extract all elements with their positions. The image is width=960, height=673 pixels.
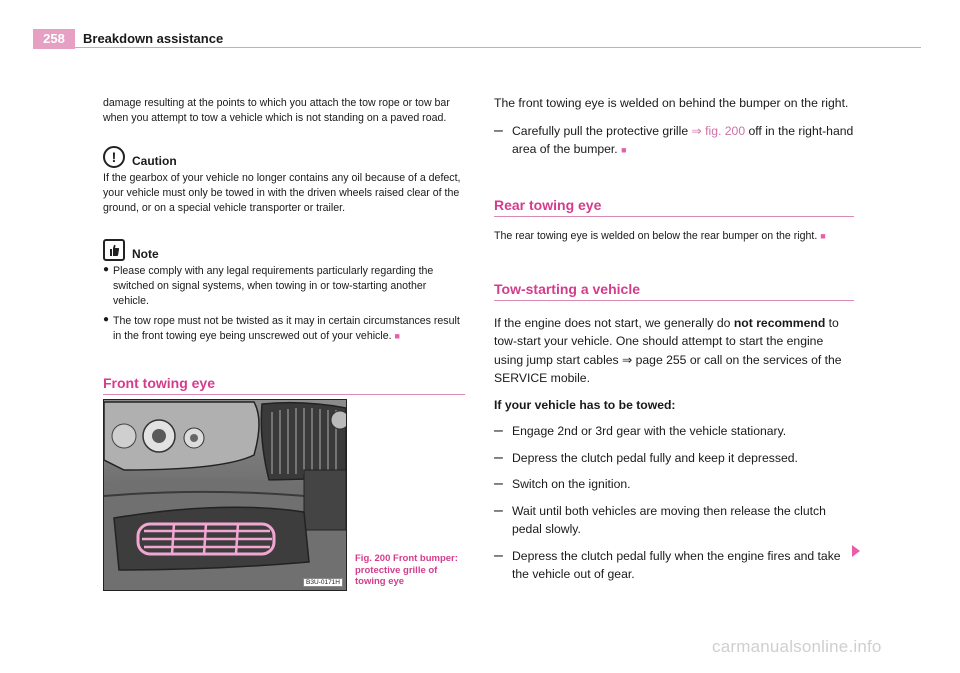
intro-text: damage resulting at the points to which you attach the tow rope or tow bar when you attempt to tow a vehicle which is not standing on a paved road. bbox=[103, 97, 450, 124]
end-mark-icon: ■ bbox=[394, 331, 400, 341]
end-mark-icon: ■ bbox=[820, 230, 826, 241]
tow-step: – Switch on the ignition. bbox=[494, 475, 631, 492]
front-towing-eye-heading: Front towing eye bbox=[103, 375, 465, 395]
page-number: 258 bbox=[33, 29, 75, 49]
note-header bbox=[103, 239, 465, 261]
tow-intro-emphasis: not recommend bbox=[733, 315, 826, 330]
tow-step-text: Switch on the ignition. bbox=[512, 477, 631, 491]
tow-intro-text-end: to tow-start your vehicle. One should attempt to start the engine using jump start cables ⇒ page 255 or call on the services of the SERVICE mobile. bbox=[494, 315, 842, 385]
figure-front-bumper bbox=[103, 399, 347, 591]
note-bullet-text: Please comply with any legal requirements particularly regarding the switched on signal systems, when towing in or tow-starting another vehicle. bbox=[113, 265, 434, 307]
tow-step: – Depress the clutch pedal fully when the engine fires and take the vehicle out of gear. bbox=[494, 547, 854, 584]
tow-step-text: Depress the clutch pedal fully and keep it depressed. bbox=[512, 450, 798, 465]
tow-step-text: Wait until both vehicles are moving then release the clutch pedal slowly. bbox=[512, 503, 826, 536]
rear-towing-eye-heading: Rear towing eye bbox=[494, 197, 854, 217]
figure-code: B3U-0171H bbox=[303, 578, 343, 587]
rear-towing-text: The rear towing eye is welded on below the rear bumper on the right. bbox=[494, 229, 818, 242]
header-rule bbox=[75, 47, 921, 48]
note-bullet-text: The tow rope must not be twisted as it may in certain circumstances result in the front towing eye being unscrewed out of your vehicle. bbox=[113, 315, 460, 342]
front-step-text-end: off in the right-hand area of the bumper. bbox=[512, 123, 854, 156]
tow-intro-text: If the engine does not start, we generally do bbox=[494, 315, 731, 330]
tow-step: – Engage 2nd or 3rd gear with the vehicle stationary. bbox=[494, 422, 787, 439]
front-towing-text: The front towing eye is welded on behind the bumper on the right. bbox=[494, 96, 849, 110]
watermark: carmanualsonline.info bbox=[712, 637, 882, 656]
note-icon bbox=[103, 239, 125, 261]
note-bullet: ● The tow rope must not be twisted as it may in certain circumstances result in the front towing eye being unscrewed out of your vehicle. ■ bbox=[103, 314, 460, 342]
tow-step: – Depress the clutch pedal fully and keep it depressed. bbox=[494, 448, 798, 466]
front-step: – Carefully pull the protective grille ⇒ fig. 200 off in the right-hand area of the bumper. ■ bbox=[494, 121, 854, 156]
note-title: Note bbox=[132, 247, 159, 261]
front-step-text: Carefully pull the protective grille bbox=[512, 123, 689, 138]
tow-step: – Wait until both vehicles are moving then release the clutch pedal slowly. bbox=[494, 502, 854, 539]
right-column bbox=[494, 94, 854, 584]
caution-header bbox=[103, 146, 465, 168]
bumper-illustration bbox=[104, 400, 346, 590]
towed-subheading: If your vehicle has to be towed: bbox=[494, 397, 676, 412]
note-bullet: ● Please comply with any legal requirements particularly regarding the switched on signal systems, when towing in or tow-starting another vehicle. bbox=[103, 264, 465, 309]
continue-arrow-icon bbox=[852, 545, 860, 557]
caution-title: Caution bbox=[132, 154, 177, 168]
caution-text: If the gearbox of your vehicle no longer contains any oil because of a defect, your vehicle must only be towed in with the driven wheels raised clear of the ground, or on a special vehicle transporter or trailer. bbox=[103, 172, 461, 214]
end-mark-icon: ■ bbox=[621, 145, 627, 155]
running-title: Breakdown assistance bbox=[83, 31, 224, 46]
figure-caption: Fig. 200 Front bumper: protective grille of towing eye bbox=[355, 553, 458, 587]
tow-step-text: Depress the clutch pedal fully when the engine fires and take the vehicle out of gear. bbox=[512, 548, 841, 581]
left-column bbox=[103, 96, 465, 395]
caution-icon: ! bbox=[103, 146, 125, 168]
tow-starting-intro bbox=[494, 314, 854, 388]
figure-reference-link[interactable]: ⇒ fig. 200 bbox=[691, 123, 746, 138]
tow-step-text: Engage 2nd or 3rd gear with the vehicle stationary. bbox=[512, 424, 787, 438]
tow-starting-heading: Tow-starting a vehicle bbox=[494, 281, 854, 301]
